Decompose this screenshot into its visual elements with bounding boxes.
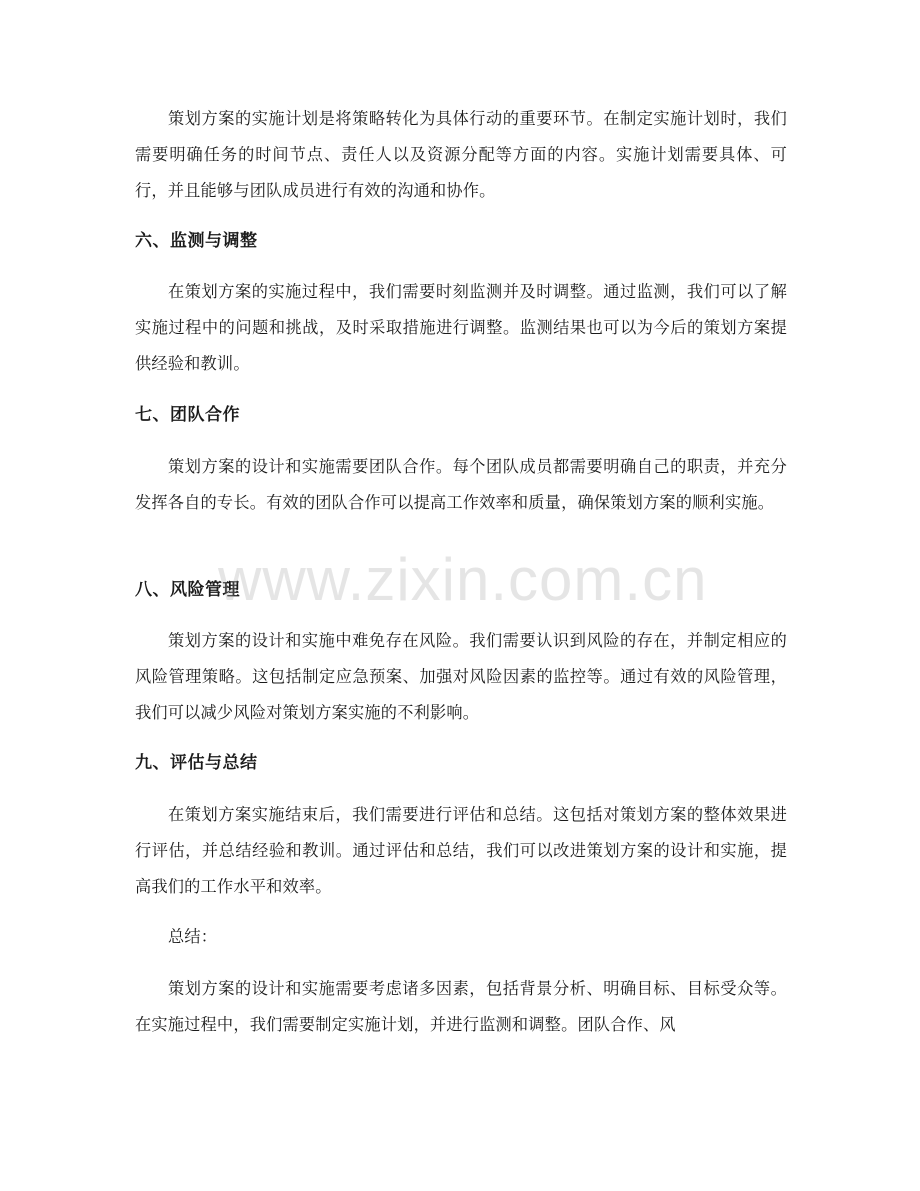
paragraph-implementation-plan: 策划方案的实施计划是将策略转化为具体行动的重要环节。在制定实施计划时，我们需要明确任务的时间节点、责任人以及资源分配等方面的内容。实施计划需要具体、可行，并且能够与团队成员进行有效的沟通和协作。: [135, 109, 787, 200]
paragraph-evaluation: 在策划方案实施结束后，我们需要进行评估和总结。这包括对策划方案的整体效果进行评估，并总结经验和教训。通过评估和总结，我们可以改进策划方案的设计和实施，提高我们的工作水平和效率。: [135, 805, 787, 896]
watermark: www.zixin.com.cn: [218, 546, 708, 613]
paragraph-team-cooperation: 策划方案的设计和实施需要团队合作。每个团队成员都需要明确自己的职责，并充分发挥各自的专长。有效的团队合作可以提高工作效率和质量，确保策划方案的顺利实施。: [135, 457, 787, 512]
heading-evaluation-summary: 九、评估与总结: [135, 753, 258, 773]
heading-risk-management: 八、风险管理: [135, 580, 240, 600]
paragraph-risk-management: 策划方案的设计和实施中难免存在风险。我们需要认识到风险的存在，并制定相应的风险管理策略。这包括制定应急预案、加强对风险因素的监控等。通过有效的风险管理，我们可以减少风险对策划方案实施的不利影响。: [135, 631, 787, 722]
heading-team-cooperation: 七、团队合作: [135, 405, 240, 425]
paragraph-summary: 策划方案的设计和实施需要考虑诸多因素，包括背景分析、明确目标、目标受众等。在实施过程中，我们需要制定实施计划，并进行监测和调整。团队合作、风: [135, 979, 787, 1034]
summary-label: 总结：: [168, 927, 218, 946]
paragraph-monitoring: 在策划方案的实施过程中，我们需要时刻监测并及时调整。通过监测，我们可以了解实施过程中的问题和挑战，及时采取措施进行调整。监测结果也可以为今后的策划方案提供经验和教训。: [135, 282, 787, 373]
heading-monitoring-adjustment: 六、监测与调整: [135, 231, 258, 251]
